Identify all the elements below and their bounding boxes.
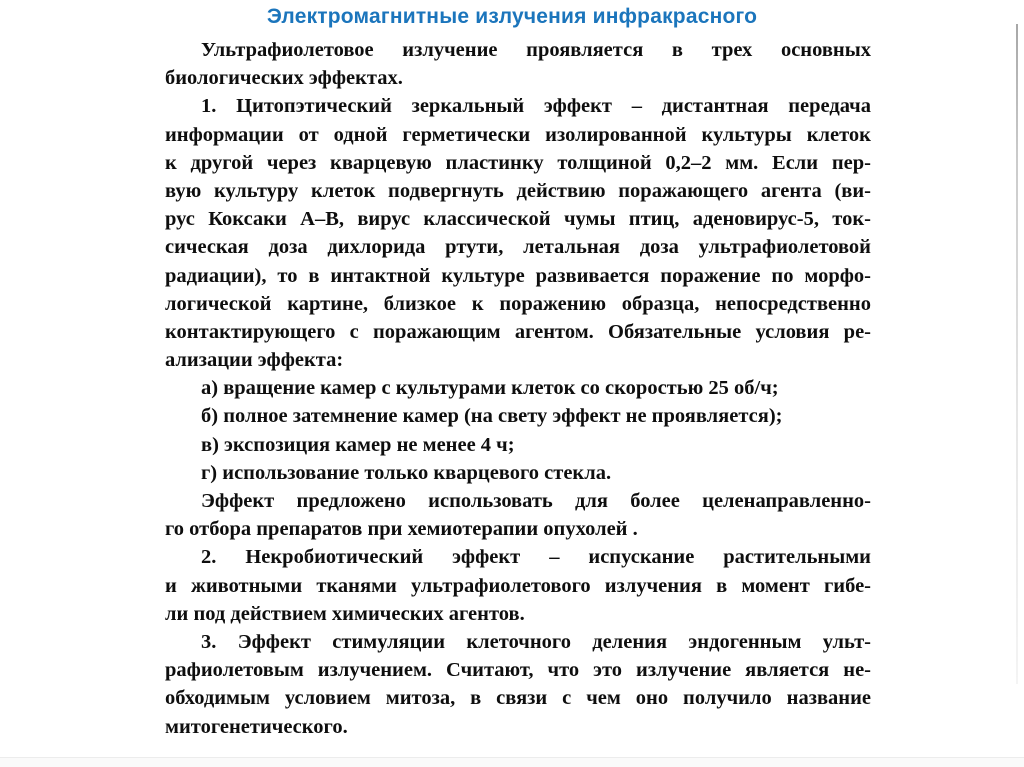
text-line: сическая доза дихлорида ртути, летальная доза ультрафиолетовой [165,236,871,259]
text-line: 3. Эффект стимуляции клеточного деления эндогенным ульт- [201,630,871,653]
text-line: рафиолетовым излучением. Считают, что это излучение является не- [165,659,871,682]
text-line: в) экспозиция камер не менее 4 ч; [201,433,515,456]
footer-strip [0,757,1024,767]
text-line: контактирующего с поражающим агентом. Обязательные условия ре- [165,320,871,343]
text-line: вую культуру клеток подвергнуть действию поражающего агента (ви- [165,179,871,202]
text-line: ли под действием химических агентов. [165,602,525,625]
text-line: митогенетического. [165,715,348,738]
text-line: и животными тканями ультрафиолетового излучения в момент гибе- [165,574,871,597]
text-line: информации от одной герметически изолированной культуры клеток [165,123,871,146]
scan-edge-artifact [1016,24,1018,684]
text-line: Ультрафиолетовое излучение проявляется в трех основных [201,39,871,61]
text-line: логической картине, близкое к поражению образца, непосредственно [165,292,871,315]
text-line: го отбора препаратов при хемиотерапии опухолей . [165,518,638,541]
text-line: г) использование только кварцевого стекла. [201,461,612,484]
text-line: а) вращение камер с культурами клеток со скоростью 25 об/ч; [201,377,779,400]
document-body [165,36,871,741]
text-line: биологических эффектах. [165,67,403,90]
text-line: б) полное затемнение камер (на свету эффект не проявляется); [201,405,783,428]
text-line: к другой через кварцевую пластинку толщиной 0,2–2 мм. Если пер- [165,151,871,174]
text-line: 1. Цитопэтический зеркальный эффект – дистантная передача [201,95,871,118]
text-line: радиации), то в интактной культуре развивается поражение по морфо- [165,264,871,287]
text-line: ализации эффекта: [165,349,344,372]
slide-title: Электромагнитные излучения инфракрасного [266,5,758,28]
text-line: обходимым условием митоза, в связи с чем оно получило название [165,687,871,710]
text-line: Эффект предложено использовать для более целенаправленно- [201,490,871,512]
text-line: рус Коксаки А–В, вирус классической чумы птиц, аденовирус-5, ток- [165,208,871,231]
text-line: 2. Некробиотический эффект – испускание растительными [201,546,871,569]
